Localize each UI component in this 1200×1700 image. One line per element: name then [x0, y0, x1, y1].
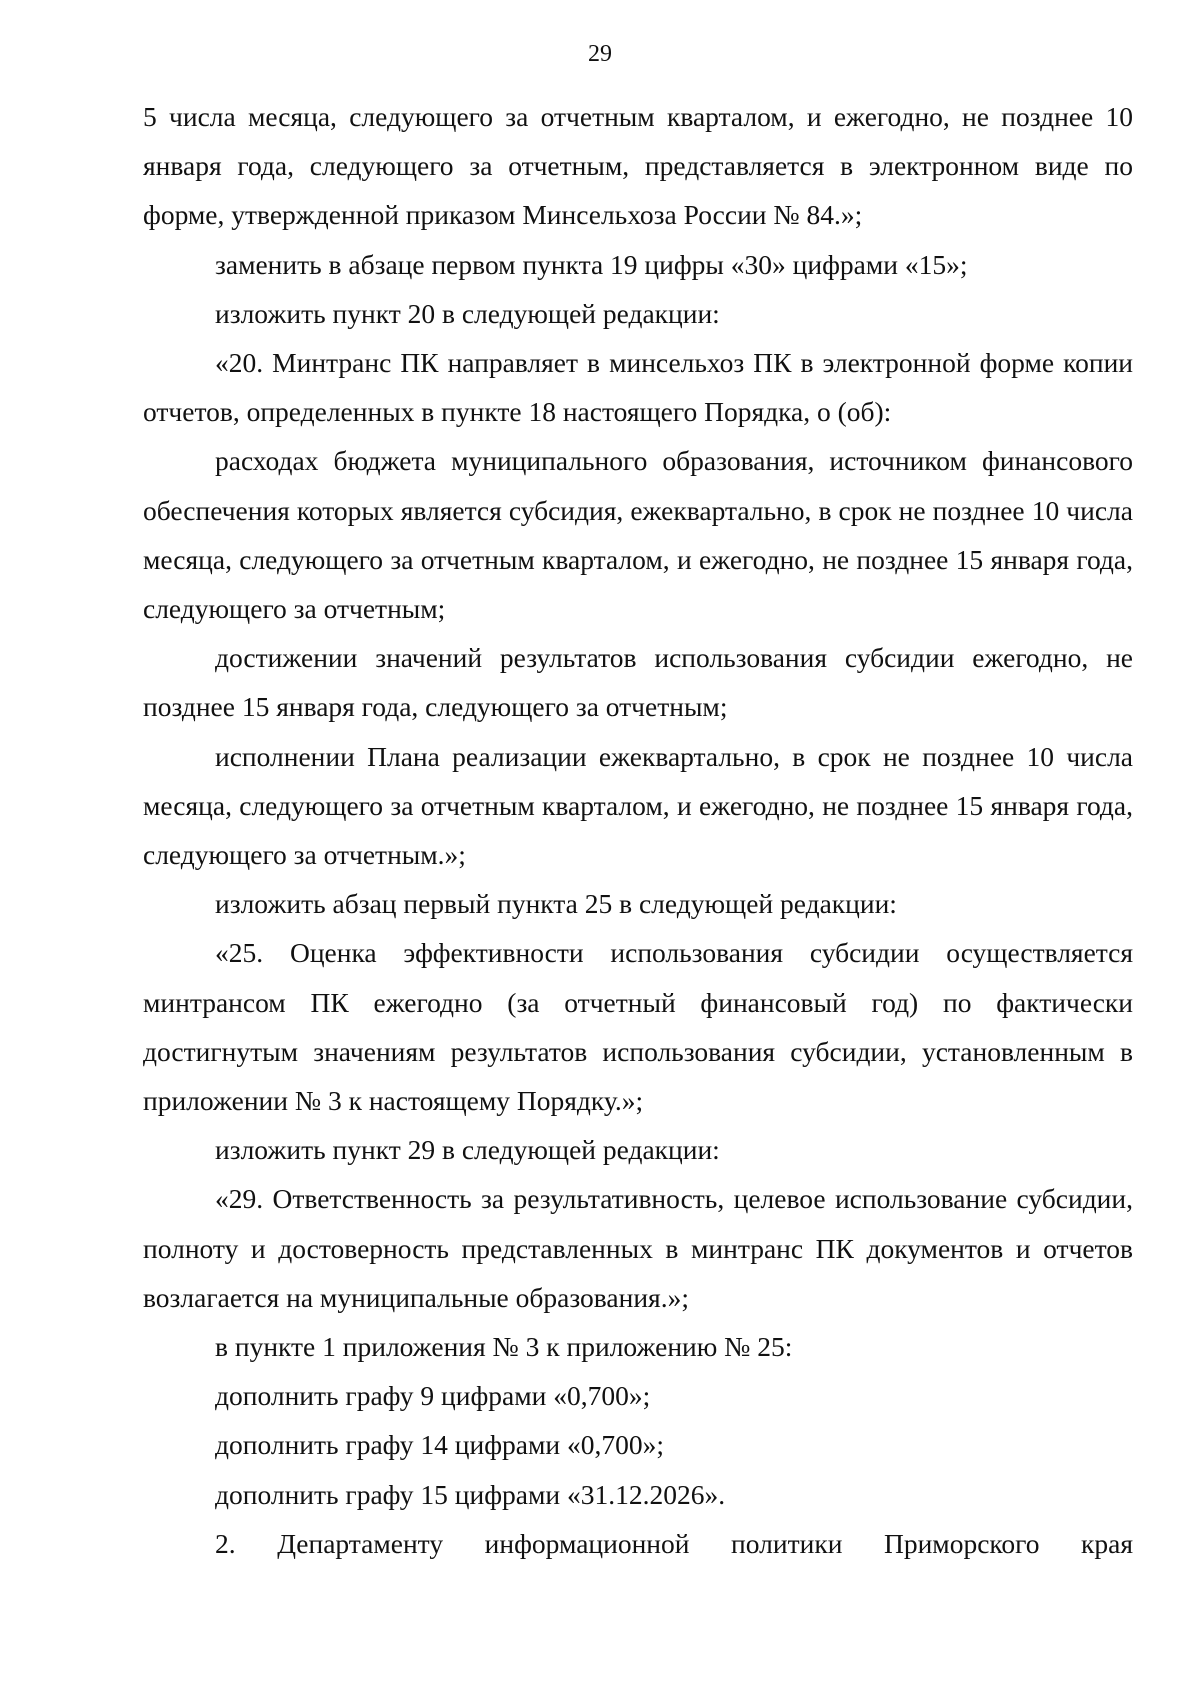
- document-body: [143, 92, 1133, 1568]
- paragraph-expenses: расходах бюджета муниципального образования, источником финансового обеспечения которых является субсидия, ежеквартально, в срок не позднее 10 числа месяца, следующего за отчетным кварталом, и ежегодно, не позднее 15 января года, следующего за отчетным;: [143, 445, 1133, 625]
- paragraph-restate-point-20: изложить пункт 20 в следующей редакции:: [215, 297, 720, 329]
- paragraph-results: достижении значений результатов использования субсидии ежегодно, не позднее 15 января года, следующего за отчетным;: [143, 642, 1133, 723]
- paragraph-continuation: 5 числа месяца, следующего за отчетным кварталом, и ежегодно, не позднее 10 января года, следующего за отчетным, представляется в электронном виде по форме, утвержденной приказом Минсельхоза России № 84.»;: [143, 101, 1133, 231]
- page-number: 29: [588, 41, 612, 67]
- paragraph-point-20: «20. Минтранс ПК направляет в минсельхоз ПК в электронной форме копии отчетов, определенных в пункте 18 настоящего Порядка, о (об):: [143, 347, 1133, 428]
- paragraph-appendix-point-1: в пункте 1 приложения № 3 к приложению № 25:: [215, 1331, 793, 1363]
- paragraph-restate-point-25: изложить абзац первый пункта 25 в следующей редакции:: [215, 888, 897, 920]
- paragraph-point-29: «29. Ответственность за результативность, целевое использование субсидии, полноту и достоверность представленных в минтранс ПК документов и отчетов возлагается на муниципальные образования.»;: [143, 1183, 1133, 1313]
- paragraph-column-9: дополнить графу 9 цифрами «0,700»;: [215, 1380, 651, 1412]
- paragraph-point-25: «25. Оценка эффективности использования субсидии осуществляется минтрансом ПК ежегодно (за отчетный финансовый год) по фактически достигнутым значениям результатов использования субсидии, установленным в приложении № 3 к настоящему Порядку.»;: [143, 937, 1133, 1117]
- paragraph-column-15: дополнить графу 15 цифрами «31.12.2026».: [215, 1478, 726, 1510]
- paragraph-column-14: дополнить графу 14 цифрами «0,700»;: [215, 1429, 665, 1461]
- paragraph-restate-point-29: изложить пункт 29 в следующей редакции:: [215, 1134, 720, 1166]
- paragraph-item-2: 2. Департаменту информационной политики Приморского края: [215, 1527, 1133, 1559]
- paragraph-plan-execution: исполнении Плана реализации ежеквартально, в срок не позднее 10 числа месяца, следующего за отчетным кварталом, и ежегодно, не позднее 15 января года, следующего за отчетным.»;: [143, 740, 1133, 871]
- paragraph-replace-point-19: заменить в абзаце первом пункта 19 цифры «30» цифрами «15»;: [215, 248, 968, 280]
